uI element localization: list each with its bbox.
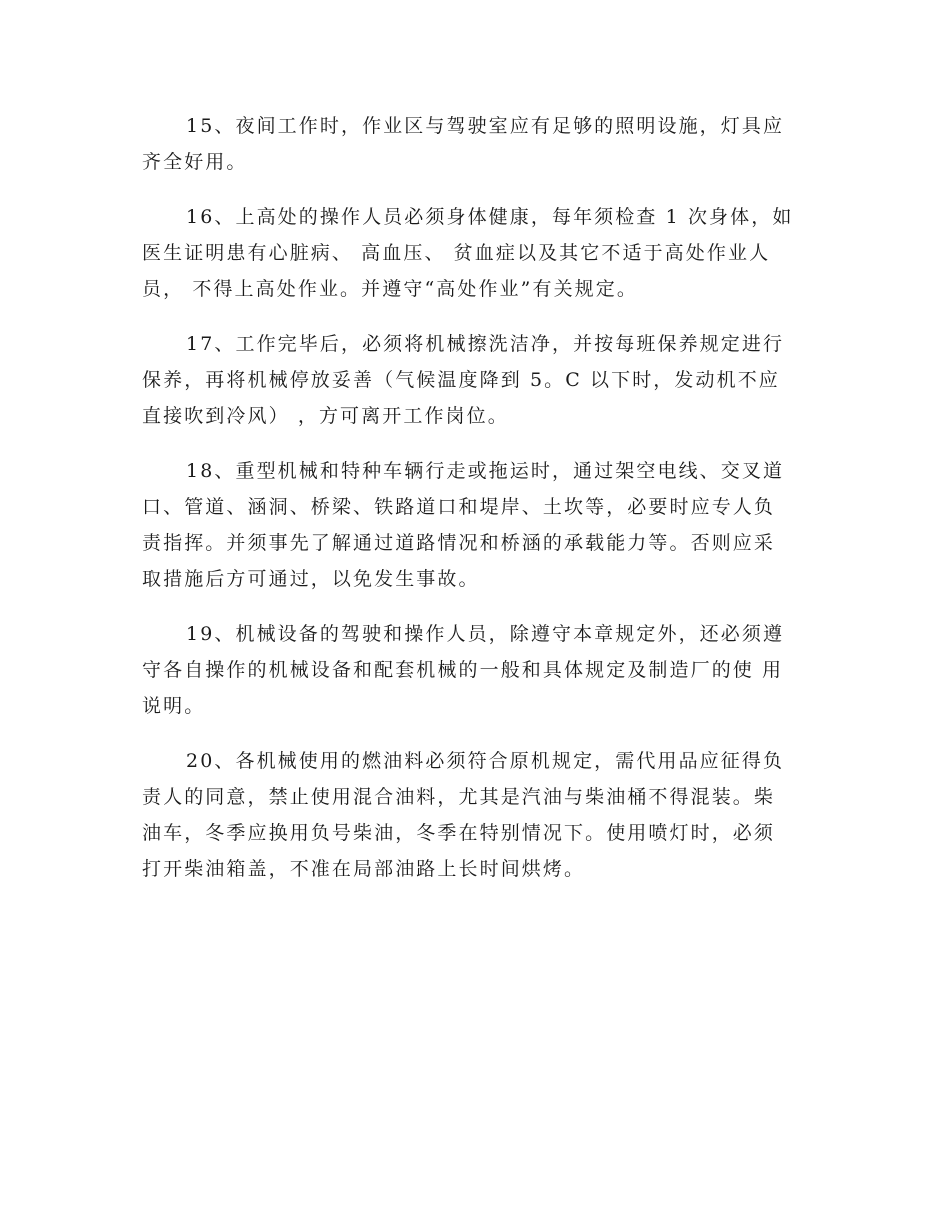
paragraph-19-line-3: 说明。 — [142, 695, 206, 717]
paragraph-16-line-1: 16、上高处的操作人员必须身体健康，每年须检查 1 次身体，如 — [186, 206, 794, 228]
paragraph-18-line-3: 责指挥。并须事先了解通过道路情况和桥涵的承载能力等。否则应采 — [142, 532, 776, 554]
paragraph-18-line-4: 取措施后方可通过，以免发生事故。 — [142, 568, 480, 590]
paragraph-19-line-2: 守各自操作的机械设备和配套机械的一般和具体规定及制造厂的使 用 — [142, 659, 784, 681]
paragraph-19-line-1: 19、机械设备的驾驶和操作人员，除遵守本章规定外，还必须遵 — [186, 623, 785, 645]
paragraph-16-line-2: 医生证明患有心脏病、 高血压、 贫血症以及其它不适于高处作业人 — [142, 242, 771, 264]
paragraph-15-line-1: 15、夜间工作时，作业区与驾驶室应有足够的照明设施，灯具应 — [186, 115, 785, 137]
paragraph-18-line-2: 口、管道、涵洞、桥梁、铁路道口和堤岸、土坎等，必要时应专人负 — [142, 496, 776, 518]
paragraph-17-line-1: 17、工作完毕后，必须将机械擦洗洁净，并按每班保养规定进行 — [186, 333, 785, 355]
paragraph-18-line-1: 18、重型机械和特种车辆行走或拖运时，通过架空电线、交叉道 — [186, 460, 785, 482]
paragraph-20-line-2: 责人的同意，禁止使用混合油料，尤其是汽油与柴油桶不得混装。柴 — [142, 786, 776, 808]
paragraph-17-line-2: 保养，再将机械停放妥善（气候温度降到 5。C 以下时，发动机不应 — [142, 369, 780, 391]
paragraph-20-line-1: 20、各机械使用的燃油料必须符合原机规定，需代用品应征得负 — [186, 750, 785, 772]
paragraph-20-line-4: 打开柴油箱盖，不准在局部油路上长时间烘烤。 — [142, 858, 586, 880]
paragraph-20-line-3: 油车，冬季应换用负号柴油，冬季在特别情况下。使用喷灯时，必须 — [142, 822, 776, 844]
paragraph-15-line-2: 齐全好用。 — [142, 151, 248, 173]
paragraph-16-line-3: 员， 不得上高处作业。并遵守“高处作业”有关规定。 — [142, 278, 638, 300]
paragraph-17-line-3: 直接吹到冷风） ，方可离开工作岗位。 — [142, 405, 509, 427]
